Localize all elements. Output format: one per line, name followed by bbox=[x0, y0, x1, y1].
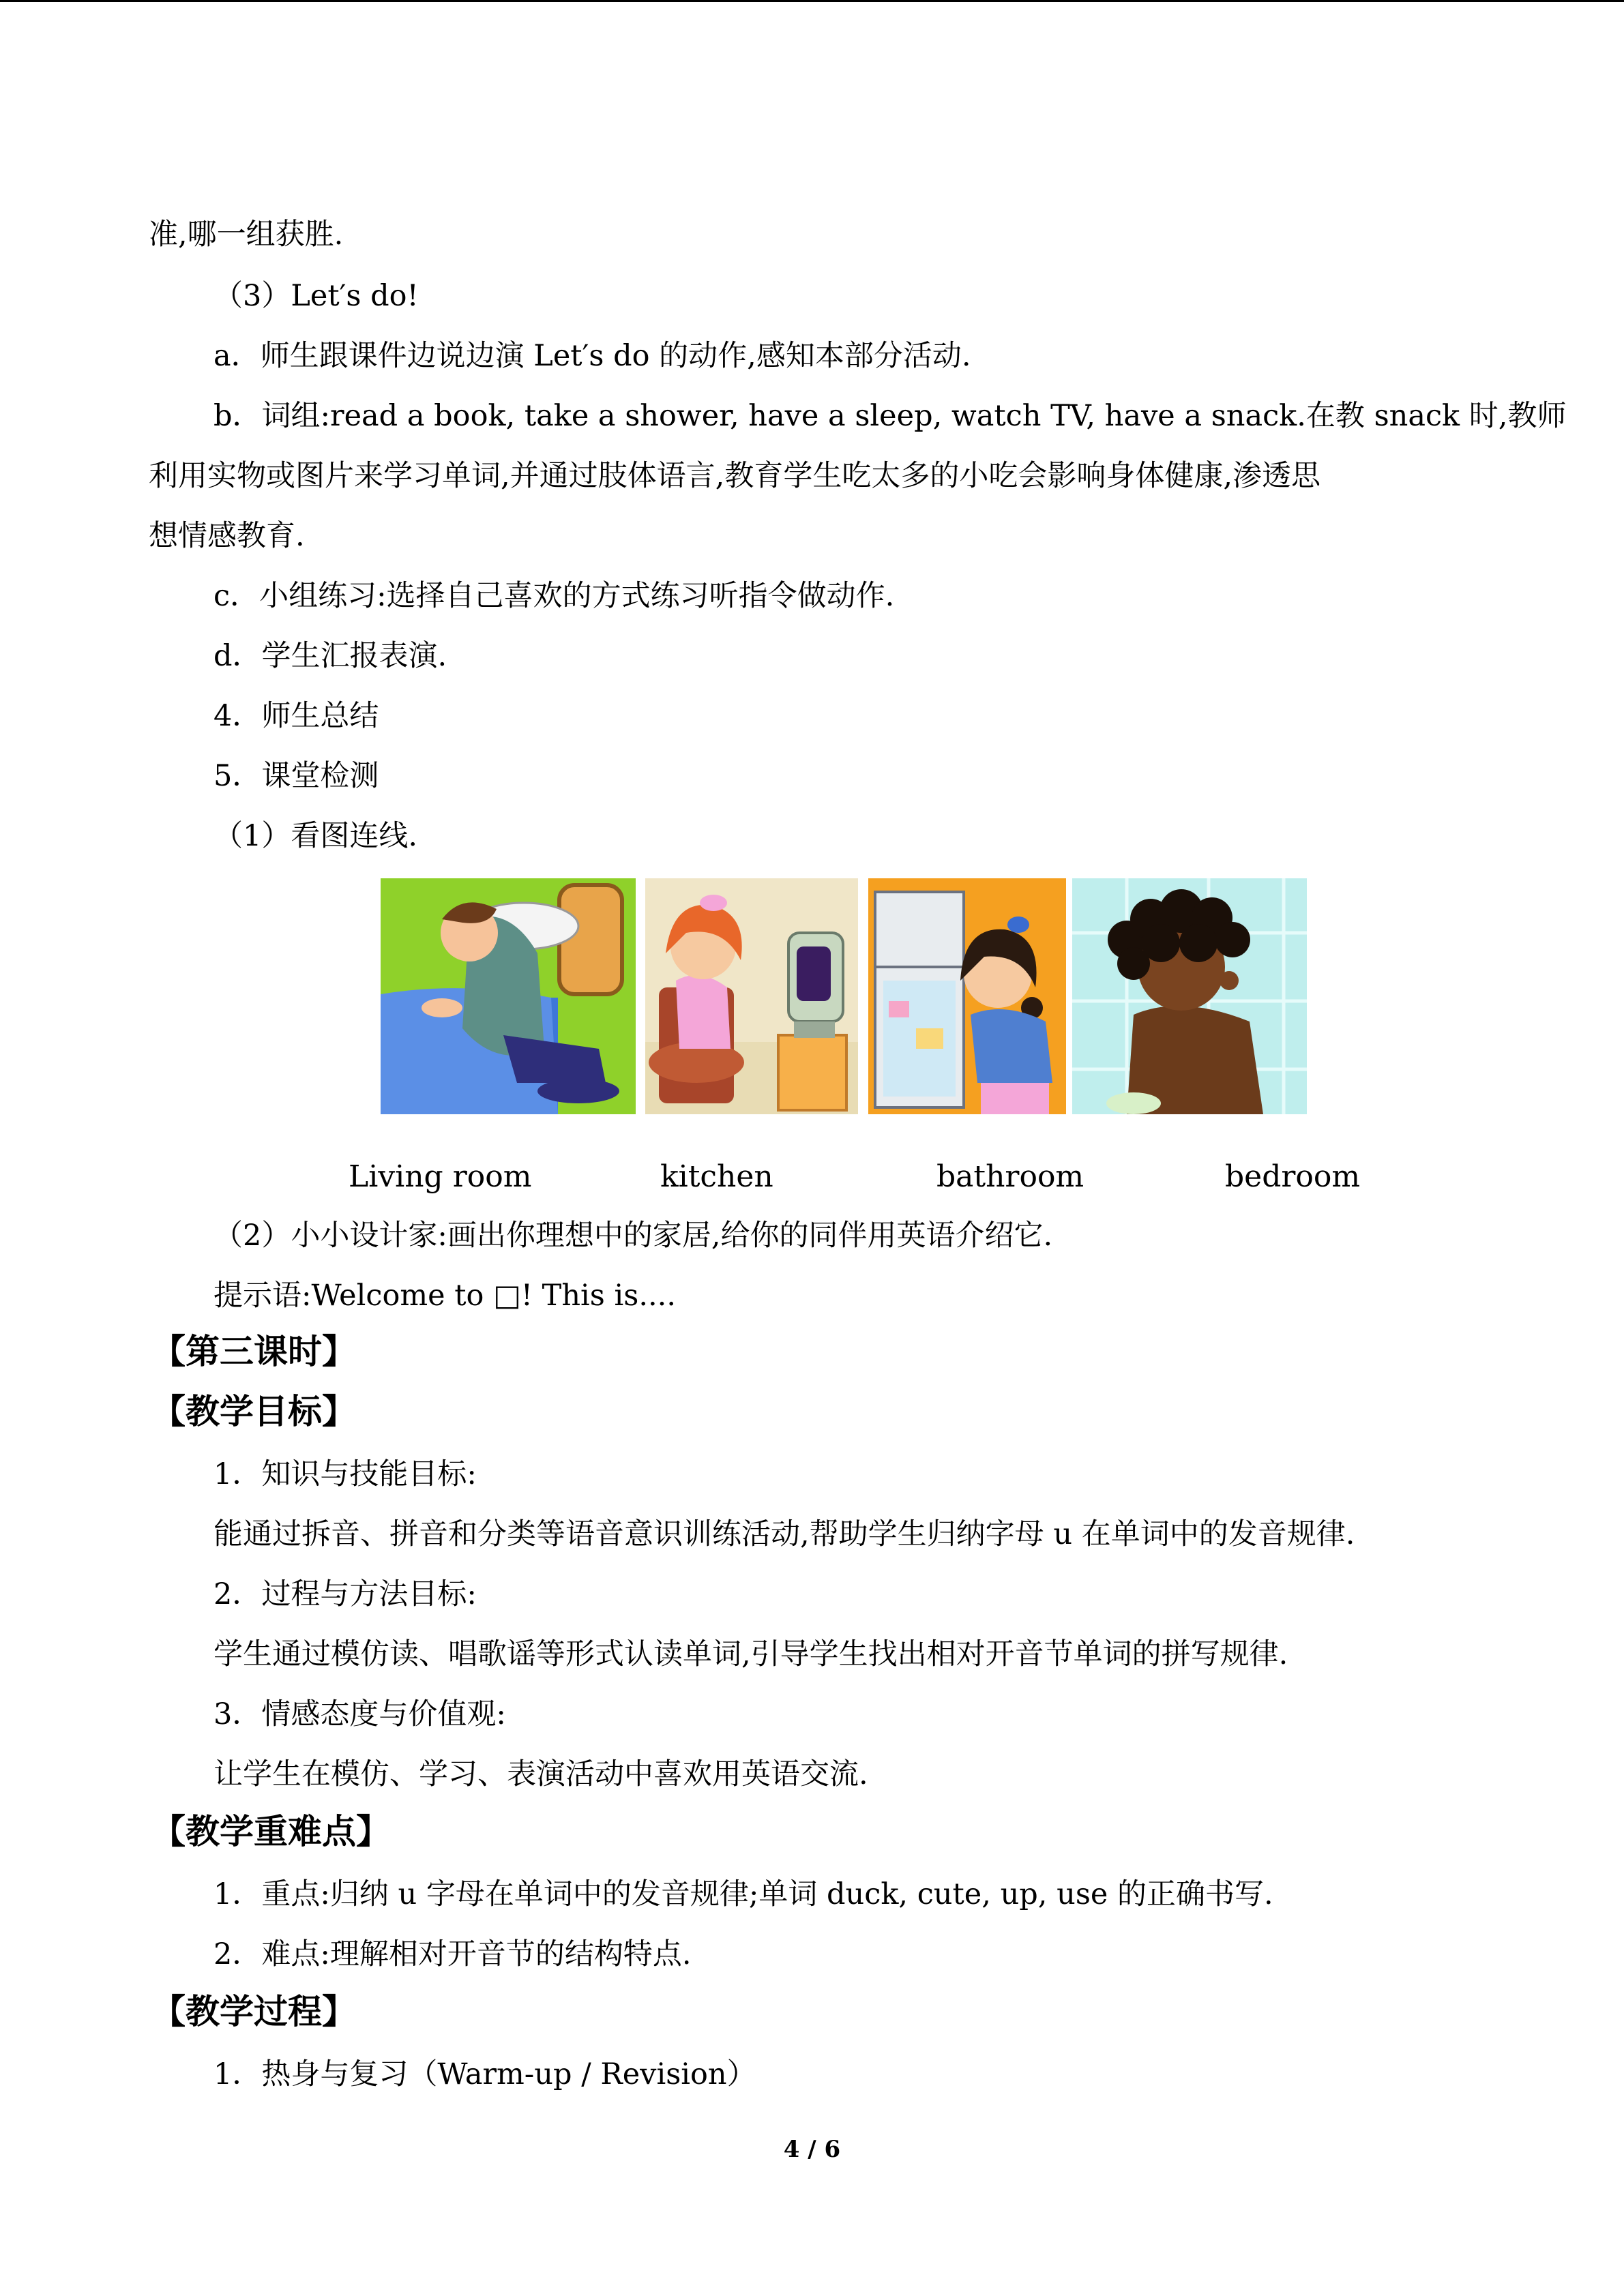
girl-watching-tv-picture bbox=[645, 878, 858, 1114]
text-line: （3）Let′s do! bbox=[213, 279, 419, 313]
text-line: 3．情感态度与价值观: bbox=[213, 1697, 506, 1731]
page-number: 4 / 6 bbox=[783, 2136, 841, 2163]
section-heading-keys: 【教学重难点】 bbox=[151, 1812, 390, 1851]
text-line: 能通过拆音、拼音和分类等语音意识训练活动,帮助学生归纳字母 u 在单词中的发音规律. bbox=[213, 1517, 1355, 1551]
text-line: a．师生跟课件边说边演 Let′s do 的动作,感知本部分活动. bbox=[213, 339, 971, 373]
text-line: 1．热身与复习（Warm-up / Revision） bbox=[213, 2057, 756, 2091]
text-line: b．词组:read a book, take a shower, have a sleep, watch TV, have a snack.在教 snack 时,教师 bbox=[213, 399, 1567, 433]
text-line: （1）看图连线. bbox=[213, 819, 418, 853]
top-border bbox=[0, 0, 1624, 2]
room-label-bathroom: bathroom bbox=[936, 1159, 1084, 1194]
text-line: 5．课堂检测 bbox=[213, 759, 379, 793]
text-line: 准,哪一组获胜. bbox=[149, 218, 344, 252]
text-line: 提示语:Welcome to □! This is.... bbox=[213, 1279, 677, 1313]
boy-taking-shower-picture bbox=[1072, 878, 1307, 1114]
section-heading-process: 【教学过程】 bbox=[151, 1992, 356, 2031]
text-line: 1．重点:归纳 u 字母在单词中的发音规律;单词 duck, cute, up, use 的正确书写. bbox=[213, 1877, 1273, 1911]
boy-going-to-bed-picture bbox=[381, 878, 636, 1114]
text-line: 利用实物或图片来学习单词,并通过肢体语言,教育学生吃太多的小吃会影响身体健康,渗透思 bbox=[149, 459, 1321, 493]
text-line: 让学生在模仿、学习、表演活动中喜欢用英语交流. bbox=[213, 1757, 868, 1791]
text-line: d．学生汇报表演. bbox=[213, 639, 447, 673]
text-line: 1．知识与技能目标: bbox=[213, 1457, 477, 1491]
room-label-kitchen: kitchen bbox=[660, 1159, 773, 1194]
section-heading-goals: 【教学目标】 bbox=[151, 1392, 356, 1431]
text-line: 2．难点:理解相对开音节的结构特点. bbox=[213, 1937, 692, 1971]
room-label-bedroom: bedroom bbox=[1225, 1159, 1361, 1194]
text-line: c．小组练习:选择自己喜欢的方式练习听指令做动作. bbox=[213, 579, 895, 613]
section-heading-lesson: 【第三课时】 bbox=[151, 1332, 356, 1371]
text-line: 想情感教育. bbox=[149, 519, 305, 553]
text-line: 2．过程与方法目标: bbox=[213, 1577, 477, 1611]
text-line: 学生通过模仿读、唱歌谣等形式认读单词,引导学生找出相对开音节单词的拼写规律. bbox=[213, 1637, 1288, 1671]
girl-at-fridge-picture bbox=[868, 878, 1066, 1114]
room-label-living-room: Living room bbox=[349, 1159, 532, 1194]
text-line: 4．师生总结 bbox=[213, 699, 379, 733]
text-line: （2）小小设计家:画出你理想中的家居,给你的同伴用英语介绍它. bbox=[213, 1219, 1053, 1253]
